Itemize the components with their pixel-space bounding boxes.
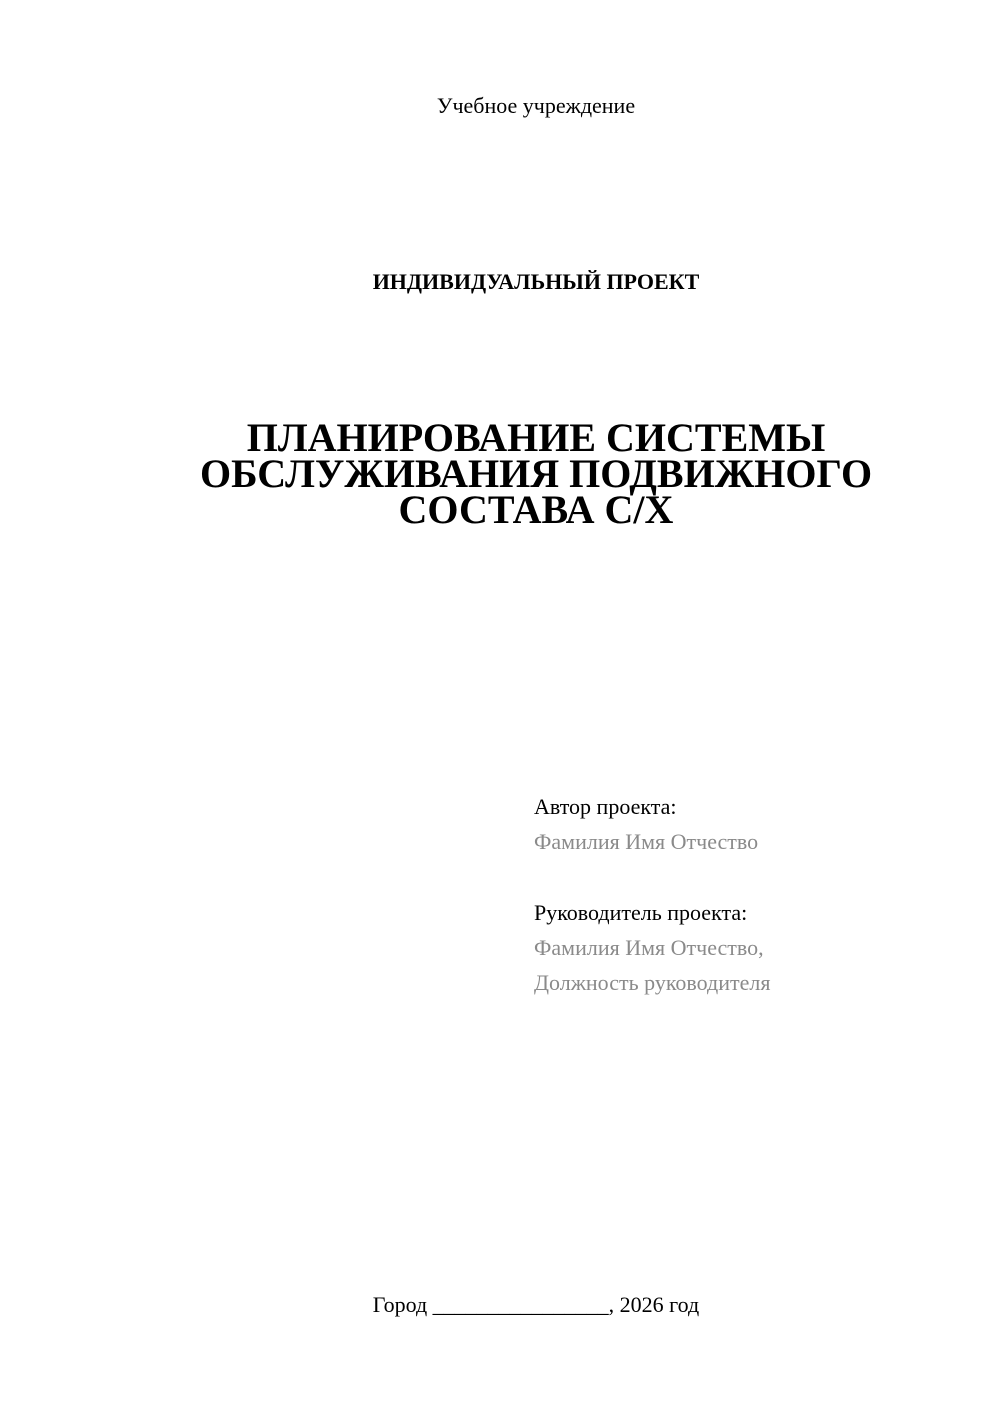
supervisor-block (534, 895, 974, 1000)
document-title (200, 415, 873, 532)
author-block (534, 789, 974, 859)
author-label: Автор проекта: (534, 794, 677, 819)
document-title-line-2: ОБСЛУЖИВАНИЯ ПОДВИЖНОГО (200, 451, 873, 496)
supervisor-name: Фамилия Имя Отчество, (534, 935, 764, 960)
document-title-line-1: ПЛАНИРОВАНИЕ СИСТЕМЫ (246, 415, 826, 460)
credits-block (534, 789, 974, 1000)
supervisor-position: Должность руководителя (534, 970, 771, 995)
document-title-line-3: СОСТАВА С/Х (398, 487, 674, 532)
institution-name: Учебное учреждение (436, 93, 636, 118)
city-year-line: Город ________________, 2026 год (372, 1292, 700, 1317)
author-name: Фамилия Имя Отчество (534, 829, 759, 854)
document-type: ИНДИВИДУАЛЬНЫЙ ПРОЕКТ (372, 269, 700, 294)
supervisor-label: Руководитель проекта: (534, 900, 748, 925)
